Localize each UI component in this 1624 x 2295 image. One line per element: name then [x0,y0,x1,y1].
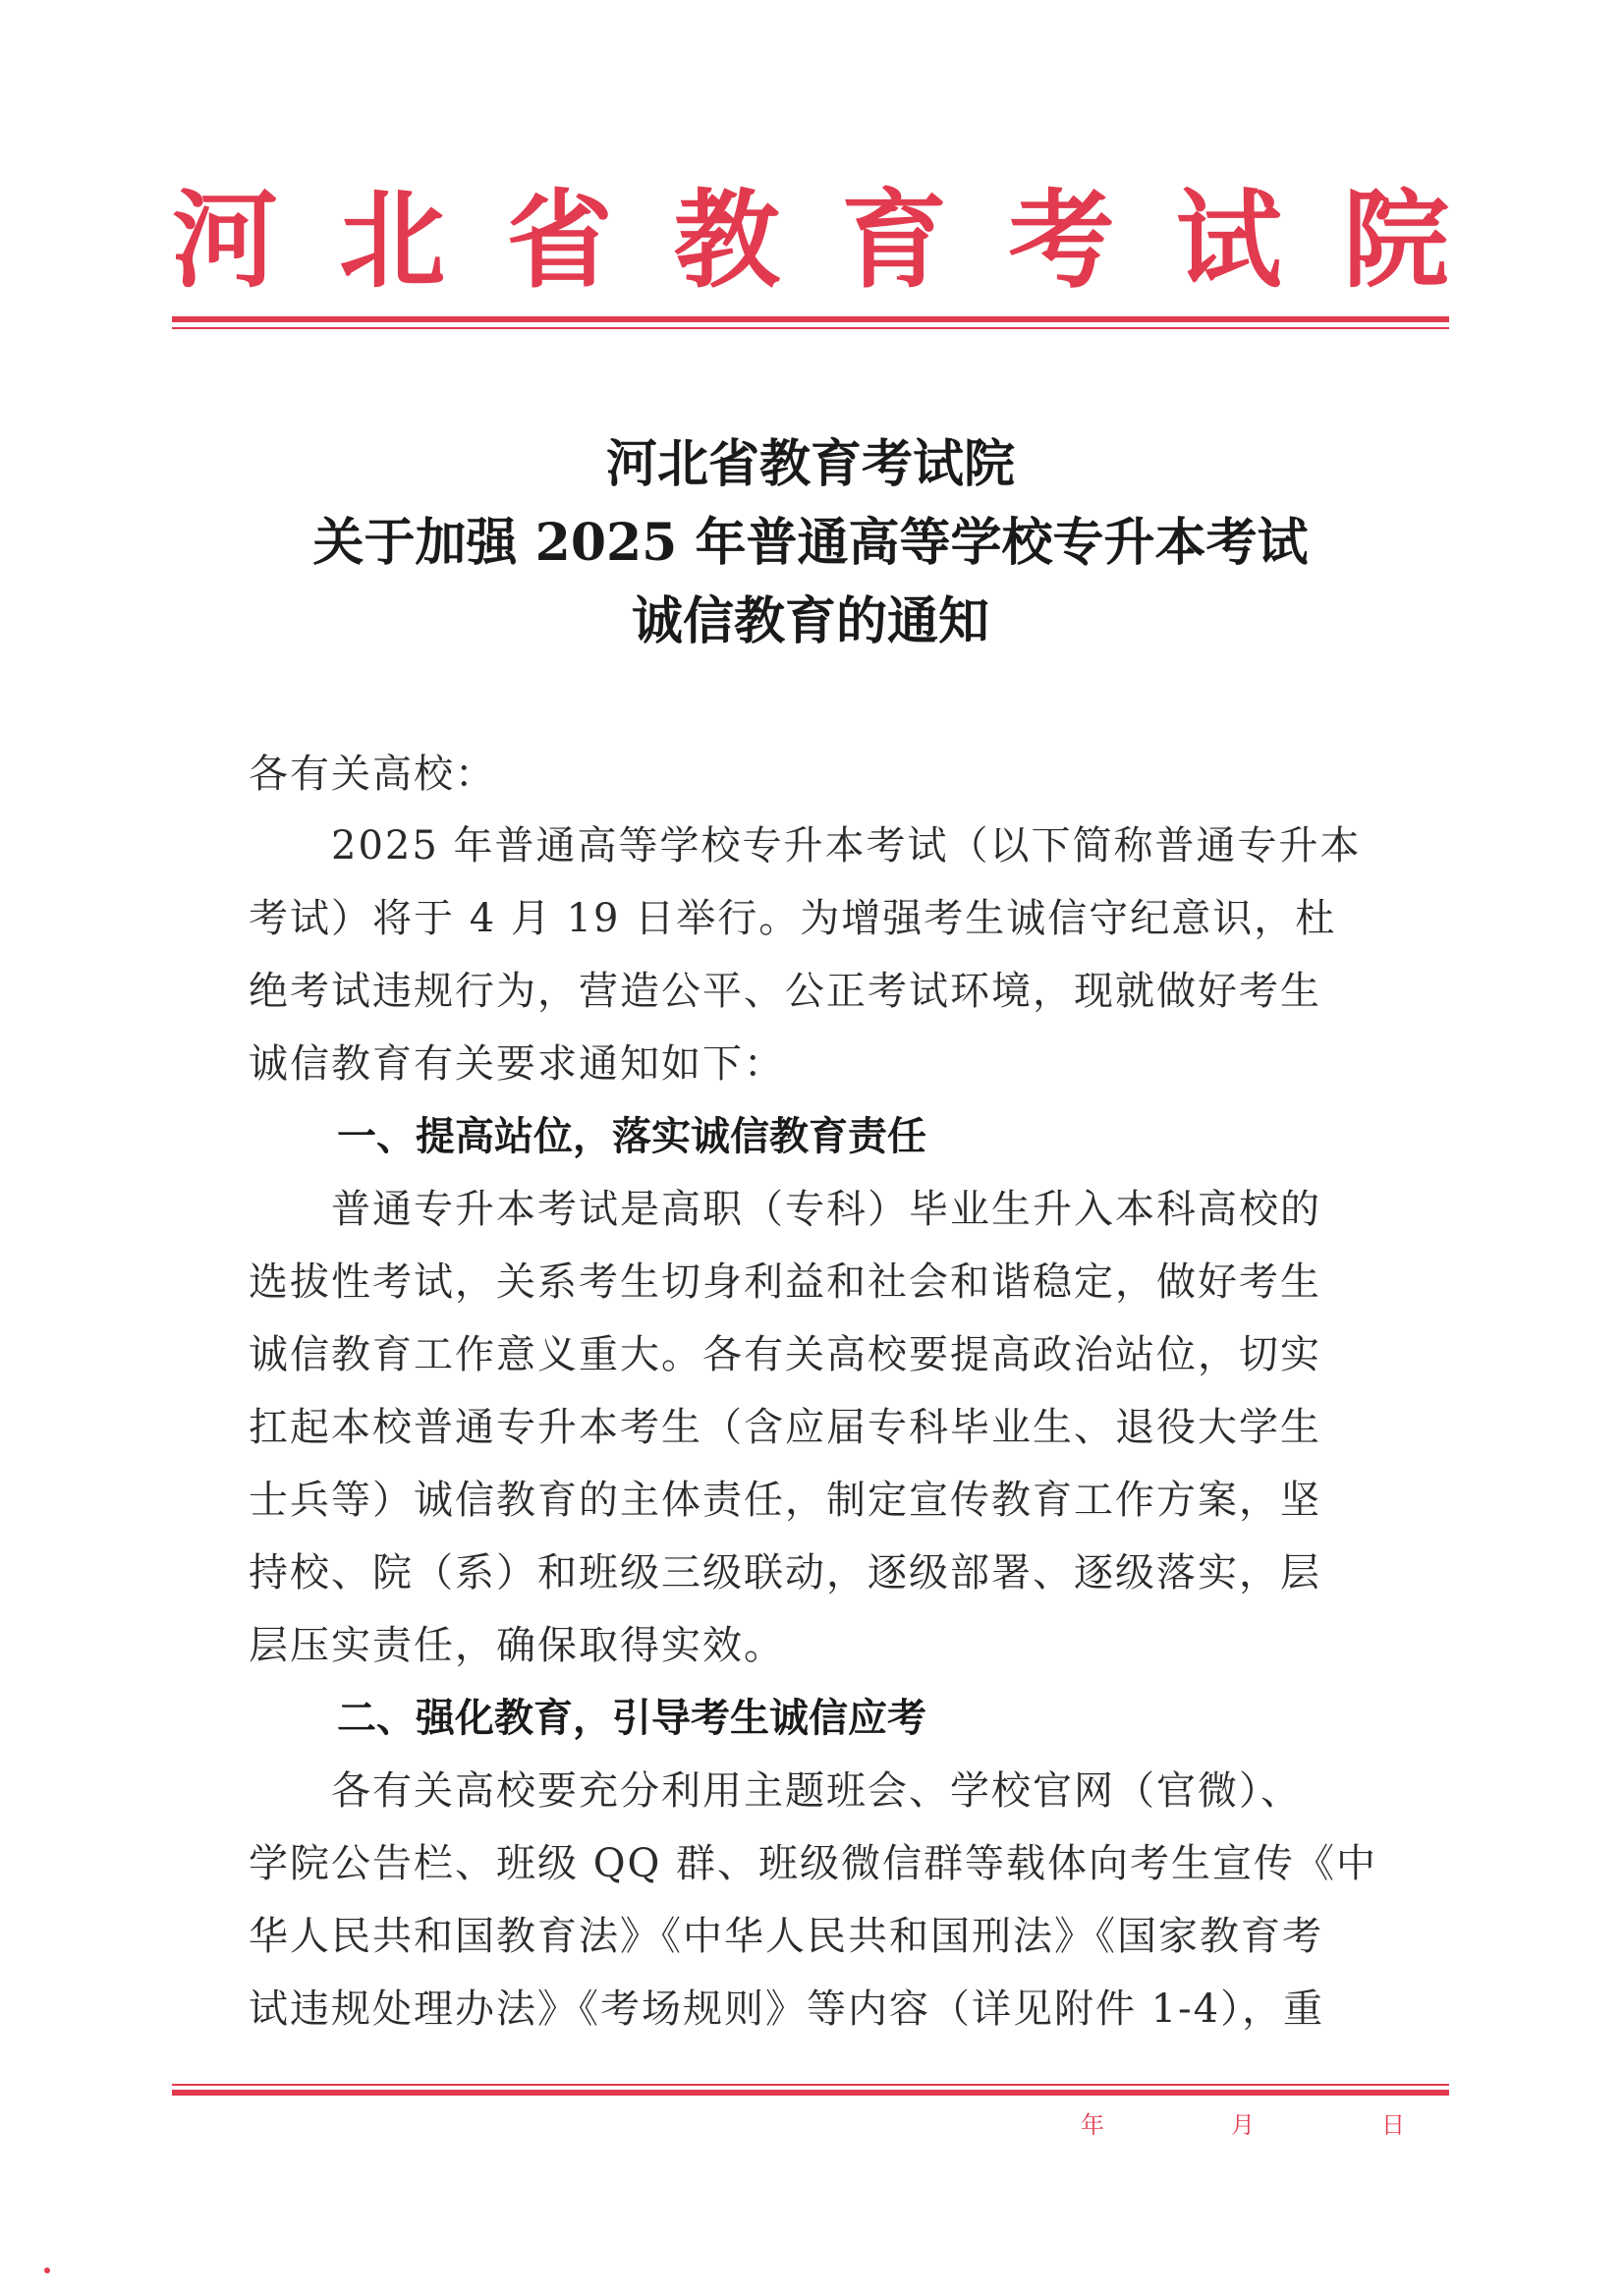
section2-line: 各有关高校要充分利用主题班会、学校官网（官微）、 [249,1768,1302,1814]
intro-line: 考试）将于 4 月 19 日举行。为增强考生诚信守纪意识，杜 [249,896,1337,941]
section1-line: 普通专升本考试是高职（专科）毕业生升入本科高校的 [249,1187,1321,1232]
masthead-char: 考 [1008,179,1115,303]
footer-rule-thin [172,2084,1449,2086]
masthead-char: 育 [841,179,948,303]
intro-line: 2025 年普通高等学校专升本考试（以下简称普通专升本 [249,823,1362,868]
masthead-char: 院 [1342,179,1449,303]
section1-line: 扛起本校普通专升本考生（含应届专科毕业生、退役大学生 [249,1405,1321,1450]
section1-line: 选拔性考试，关系考生切身利益和社会和谐稳定，做好考生 [249,1259,1321,1305]
section2-heading: 二、强化教育，引导考生诚信应考 [337,1696,926,1741]
footer-rule-thick [172,2090,1449,2096]
masthead-char: 河 [172,179,279,303]
section1-line: 诚信教育工作意义重大。各有关高校要提高政治站位，切实 [249,1332,1321,1377]
intro-line: 绝考试违规行为，营造公平、公正考试环境，现就做好考生 [249,969,1321,1014]
section1-line: 持校、院（系）和班级三级联动，逐级部署、逐级落实，层 [249,1550,1321,1595]
section2-line: 学院公告栏、班级 QQ 群、班级微信群等载体向考生宣传《中 [249,1841,1378,1886]
masthead-char: 省 [506,179,613,303]
masthead-char: 教 [673,179,780,303]
doc-title-line2: 关于加强 2025 年普通高等学校专升本考试 [312,513,1309,573]
masthead-char: 试 [1175,179,1282,303]
footer-date [1081,2105,1405,2140]
section1-line: 层压实责任，确保取得实效。 [249,1623,785,1668]
salutation: 各有关高校： [249,752,496,797]
section1-line: 士兵等）诚信教育的主体责任，制定宣传教育工作方案，坚 [249,1478,1321,1523]
doc-title-line3: 诚信教育的通知 [631,591,989,651]
masthead-rule-thick [172,316,1449,322]
masthead-title [172,172,1449,309]
masthead-rule-thin [172,327,1449,329]
intro-line: 诚信教育有关要求通知如下： [249,1041,785,1087]
section1-heading: 一、提高站位，落实诚信教育责任 [337,1114,926,1159]
masthead-char: 北 [339,179,446,303]
footer-year-label: 年 [1081,2111,1104,2139]
footer-month-label: 月 [1231,2111,1255,2139]
ink-speck [44,2267,50,2273]
footer-day-label: 日 [1381,2111,1405,2139]
section2-line: 华人民共和国教育法》《中华人民共和国刑法》《国家教育考 [249,1914,1323,1959]
doc-title-line1: 河北省教育考试院 [605,434,1015,494]
section2-line: 试违规处理办法》《考场规则》等内容（详见附件 1-4），重 [249,1987,1325,2032]
